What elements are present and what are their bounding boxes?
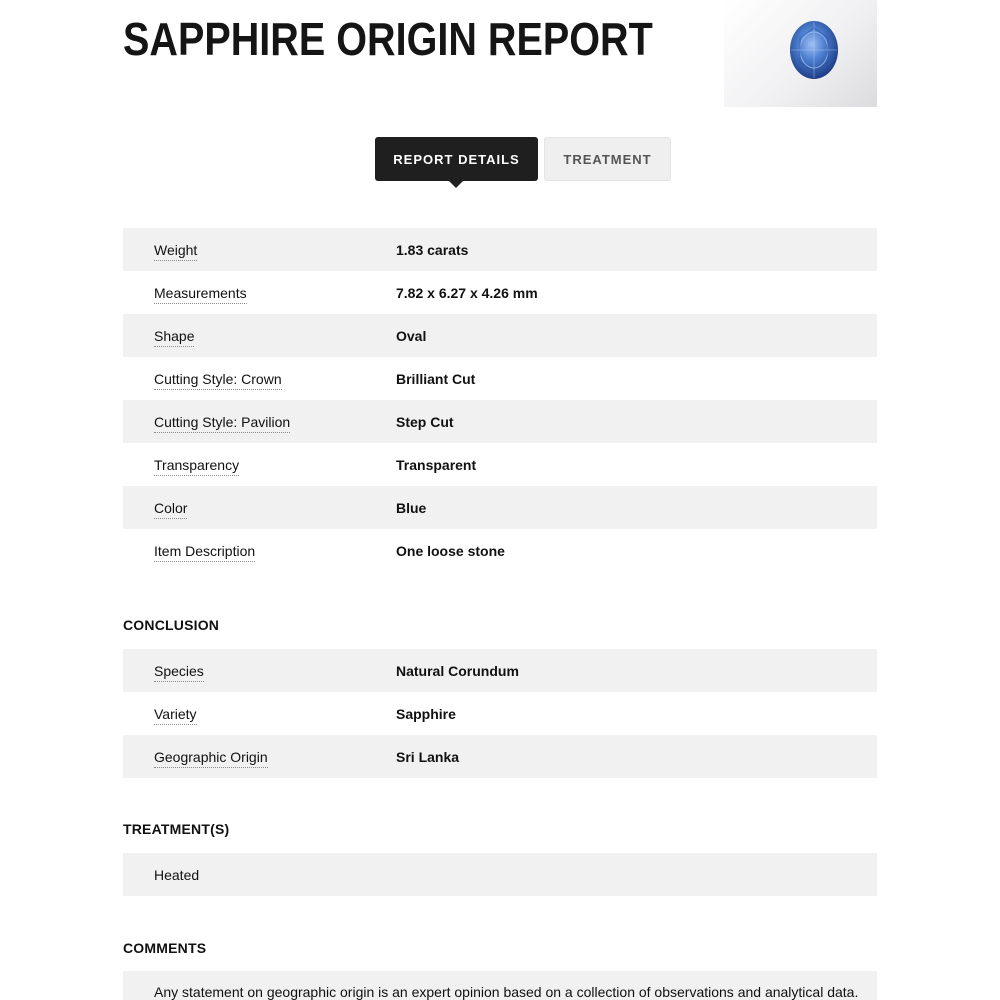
detail-value: Step Cut xyxy=(396,413,454,430)
detail-value: Oval xyxy=(396,327,427,344)
detail-label[interactable]: Color xyxy=(154,500,187,519)
conclusion-row-variety xyxy=(123,692,877,735)
treatment-item: Heated xyxy=(154,866,200,883)
sapphire-photo xyxy=(724,0,877,107)
detail-row-item-description xyxy=(123,529,877,572)
detail-row-shape xyxy=(123,314,877,357)
detail-label[interactable]: Shape xyxy=(154,328,194,347)
report-details-table xyxy=(123,228,877,572)
detail-row-transparency xyxy=(123,443,877,486)
conclusion-heading: CONCLUSION xyxy=(123,617,220,633)
conclusion-row-geographic-origin xyxy=(123,735,877,778)
detail-value: Blue xyxy=(396,499,427,516)
conclusion-value: Natural Corundum xyxy=(396,662,519,679)
treatment-row xyxy=(123,853,877,896)
detail-value: Transparent xyxy=(396,456,477,473)
conclusion-row-species xyxy=(123,649,877,692)
detail-row-weight xyxy=(123,228,877,271)
report-tabs xyxy=(375,137,671,181)
conclusion-value: Sapphire xyxy=(396,705,456,722)
sapphire-gem-icon xyxy=(724,0,877,107)
treatments-heading: TREATMENT(S) xyxy=(123,821,230,837)
conclusion-label[interactable]: Geographic Origin xyxy=(154,749,268,768)
treatments-table xyxy=(123,853,877,896)
detail-label[interactable]: Transparency xyxy=(154,457,239,476)
comments-text: Any statement on geographic origin is an expert opinion based on a collection of observations and analytical data. xyxy=(154,984,859,1000)
detail-label[interactable]: Measurements xyxy=(154,285,247,304)
comments-heading: COMMENTS xyxy=(123,940,207,956)
detail-row-measurements xyxy=(123,271,877,314)
conclusion-label[interactable]: Species xyxy=(154,663,204,682)
detail-value: Brilliant Cut xyxy=(396,370,476,387)
conclusion-table xyxy=(123,649,877,778)
detail-label[interactable]: Item Description xyxy=(154,543,255,562)
detail-label[interactable]: Weight xyxy=(154,242,197,261)
conclusion-label[interactable]: Variety xyxy=(154,706,197,725)
detail-value: One loose stone xyxy=(396,542,505,559)
detail-label[interactable]: Cutting Style: Crown xyxy=(154,371,282,390)
detail-value: 7.82 x 6.27 x 4.26 mm xyxy=(396,284,538,301)
page-title: SAPPHIRE ORIGIN REPORT xyxy=(123,13,653,65)
comments-box xyxy=(123,971,877,1000)
detail-row-cutting-crown xyxy=(123,357,877,400)
detail-value: 1.83 carats xyxy=(396,241,469,258)
detail-row-cutting-pavilion xyxy=(123,400,877,443)
tab-treatment[interactable]: TREATMENT xyxy=(544,137,671,181)
tab-report-details[interactable]: REPORT DETAILS xyxy=(375,137,538,181)
detail-label[interactable]: Cutting Style: Pavilion xyxy=(154,414,290,433)
detail-row-color xyxy=(123,486,877,529)
conclusion-value: Sri Lanka xyxy=(396,748,460,765)
